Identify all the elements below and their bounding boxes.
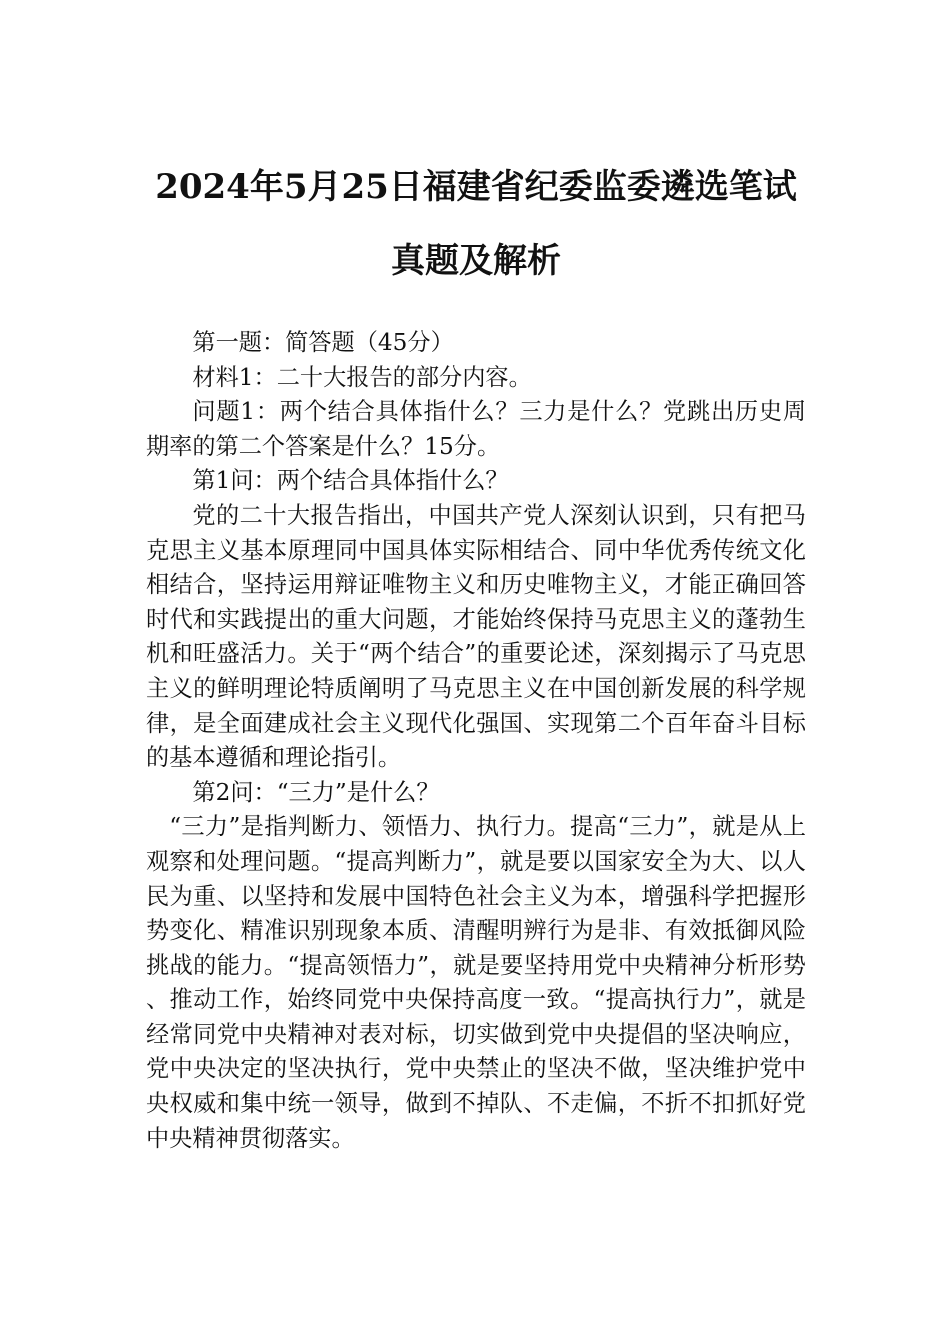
document-body [146,326,806,1156]
section-heading: 第一题：简答题（45分） [192,329,454,356]
answer-2-paragraph: “三力”是指判断力、领悟力、执行力。提高“三力”，就是从上观察和处理问题。“提高判断力”，就是要以国家安全为大、以人民为重、以坚持和发展中国特色社会主义为本，增强科学把握形势变化、精准识别现象本质、清醒明辨行为是非、有效抵御风险挑战的能力。“提高领悟力”，就是要坚持用党中央精神分析形势、推动工作，始终同党中央保持高度一致。“提高执行力”，就是经常同党中央精神对表对标，切实做到党中央提倡的坚决响应，党中央决定的坚决执行，党中央禁止的坚决不做，坚决维护党中央权威和集中统一领导，做到不掉队、不走偏，不折不扣抓好党中央精神贯彻落实。 [146,813,806,1152]
sub-question-1-heading: 第1问：两个结合具体指什么？ [192,467,509,495]
document-page [146,150,806,1156]
document-title [146,150,806,298]
answer-1-paragraph: 党的二十大报告指出，中国共产党人深刻认识到，只有把马克思主义基本原理同中国具体实际相结合、同中华优秀传统文化相结合，坚持运用辩证唯物主义和历史唯物主义，才能正确回答时代和实践提出的重大问题，才能始终保持马克思主义的蓬勃生机和旺盛活力。关于“两个结合”的重要论述，深刻揭示了马克思主义的鲜明理论特质阐明了马克思主义在中国创新发展的科学规律，是全面建成社会主义现代化强国、实现第二个百年奋斗目标的基本遵循和理论指引。 [146,501,806,772]
sub-question-2-heading: 第2问：“三力”是什么？ [192,778,440,806]
document-title-line-2: 真题及解析 [391,241,561,281]
document-title-line-1: 2024年5月25日福建省纪委监委遴选笔试 [155,167,797,207]
material-line: 材料1：二十大报告的部分内容。 [192,363,532,391]
question-paragraph: 问题1：两个结合具体指什么？三力是什么？党跳出历史周期率的第二个答案是什么？15分。 [146,398,806,460]
